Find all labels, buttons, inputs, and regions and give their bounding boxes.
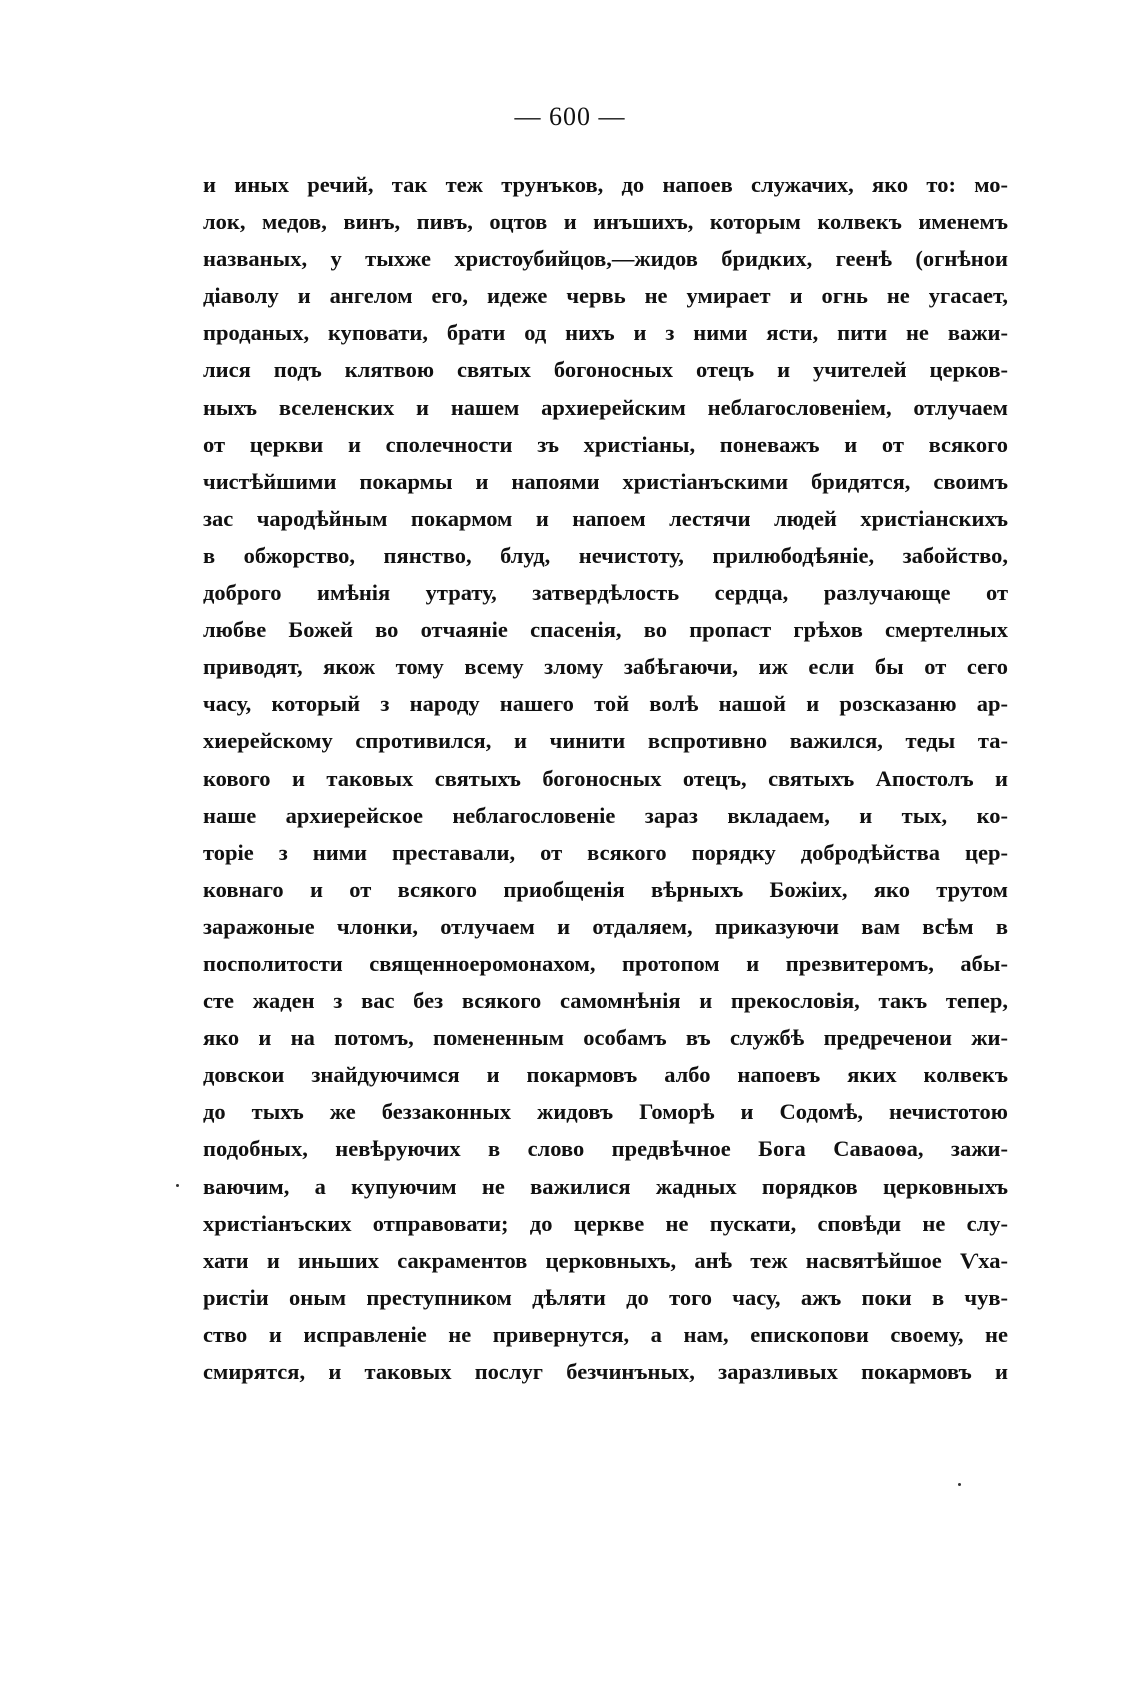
text-line: названых, у тыхже христоубийцов,—жидов бридких, геенѣ (огнѣнои xyxy=(203,246,1008,272)
text-line: заражоные члонки, отлучаем и отдаляем, приказуючи вам всѣм в xyxy=(203,913,1008,939)
text-line: ковнаго и от всякого приобщенiя вѣрныхъ Божiих, яко трутом xyxy=(203,876,1008,902)
text-line: доброго имѣнiя утрату, затвердѣлость сердца, разлучающе от xyxy=(203,580,1008,606)
text-line: смирятся, и таковых послуг безчинъных, заразливых покармовъ и xyxy=(203,1359,1008,1384)
page-number: — 600 — xyxy=(514,102,626,131)
body-text xyxy=(203,166,1008,1390)
text-line: зас чародѣйным покармом и напоем лестячи людей христiанскихъ xyxy=(203,505,1008,531)
text-line: христiанъских отправовати; до церкве не пускати, сповѣди не слу- xyxy=(203,1210,1008,1236)
text-line: чистѣйшими покармы и напоями христiанъскими бридятся, своимъ xyxy=(203,468,1008,494)
text-line: наше архиерейское неблагословенiе зараз вкладаем, и тых, ко- xyxy=(203,802,1008,828)
text-line: хиерейскому спротивился, и чинити вспротивно важился, теды та- xyxy=(203,728,1008,754)
text-line: лися подъ клятвою святых богоносных отецъ и учителей церков- xyxy=(203,357,1008,383)
scan-speck-left xyxy=(176,1184,179,1187)
text-line: подобных, невѣруючих в слово предвѣчное Бога Саваоѳа, зажи- xyxy=(203,1136,1008,1162)
text-line: ваючим, а купуючим не важилися жадных порядков церковныхъ xyxy=(203,1173,1008,1199)
text-line: проданых, куповати, брати од нихъ и з ними ясти, пити не важи- xyxy=(203,320,1008,346)
text-line: и иных речий, так теж трунъков, до напоев служачих, яко то: мо- xyxy=(203,172,1008,197)
text-line: ство и исправленiе не привернутся, а нам, епископови своему, не xyxy=(203,1321,1008,1347)
text-line: до тыхъ же беззаконных жидовъ Гоморѣ и Содомѣ, нечистотою xyxy=(203,1099,1008,1125)
text-line: хати и иньших сакраментов церковныхъ, анѣ теж насвятѣйшое Ѵха- xyxy=(203,1247,1008,1273)
text-line: кового и таковых святыхъ богоносных отецъ, святыхъ Апостолъ и xyxy=(203,765,1008,791)
text-line: любве Божей во отчаянiе спасенiя, во пропаст грѣхов смертелных xyxy=(203,617,1008,643)
text-line: от церкви и сполечности зъ христiаны, поневажъ и от всякого xyxy=(203,431,1008,457)
text-line: діаволу и ангелом его, идеже червь не умирает и огнь не угасает, xyxy=(203,283,1008,309)
text-line: ныхъ вселенских и нашем архиерейским неблагословенiем, отлучаем xyxy=(203,394,1008,420)
text-line: приводят, якож тому всему злому забѣгаючи, иж если бы от сего xyxy=(203,654,1008,680)
text-line: посполитости священноеромонахом, протопом и презвитеромъ, абы- xyxy=(203,950,1008,976)
text-line: сте жаден з вас без всякого самомнѣнiя и прекословiя, такъ тепер, xyxy=(203,988,1008,1014)
text-line: яко и на потомъ, помененным особамъ въ службѣ предреченои жи- xyxy=(203,1025,1008,1051)
scan-speck-right xyxy=(958,1483,961,1486)
text-line: довскои знайдуючимся и покармовъ албо напоевъ яких колвекъ xyxy=(203,1062,1008,1088)
text-line: торiе з ними преставали, от всякого порядку добродѣйства цер- xyxy=(203,839,1008,865)
text-line: лок, медов, винъ, пивъ, оцтов и инъшихъ, которым колвекъ именемъ xyxy=(203,209,1008,235)
text-line: в обжорство, пянство, блуд, нечистоту, прилюбодѣянiе, забойство, xyxy=(203,542,1008,568)
text-line: часу, который з народу нашего той волѣ нашой и розсказаню ар- xyxy=(203,691,1008,717)
text-line: ристiи оным преступником дѣляти до того часу, ажъ поки в чув- xyxy=(203,1284,1008,1310)
